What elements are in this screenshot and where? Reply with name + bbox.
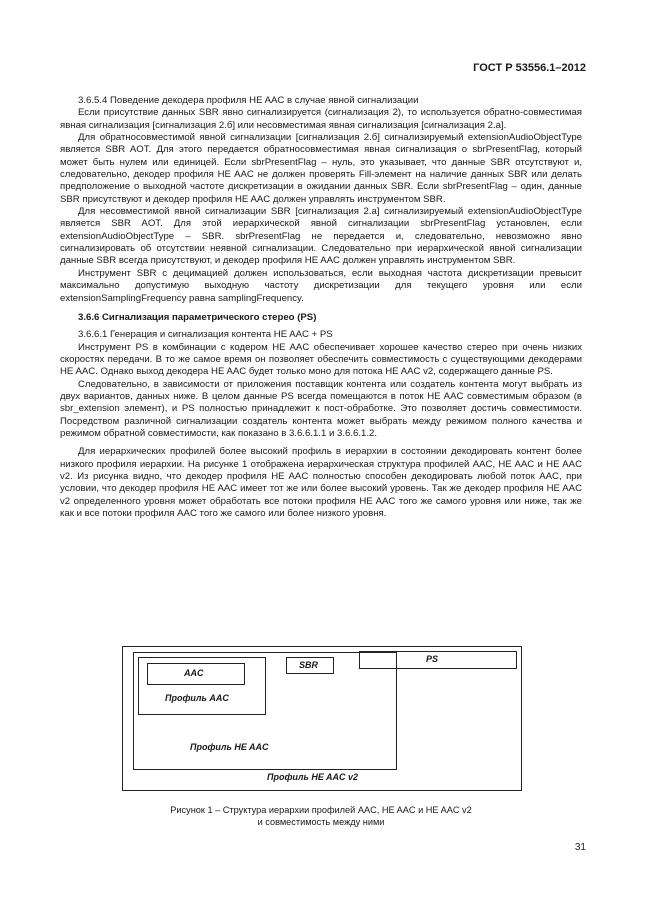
- ps-label: PS: [426, 654, 439, 664]
- he-aac-profile-box: [133, 652, 397, 770]
- caption-line-1: Рисунок 1 – Структура иерархии профилей AAC, HE AAC и HE AAC v2: [170, 805, 472, 815]
- ps-box: [359, 651, 517, 669]
- paragraph: Инструмент SBR с децимацией должен использоваться, если выходная частота дискретизации превысит максимально допустимую выходную частоту дискретизации для текущего уровня или если extensionSamplingFrequency равна samplingFrequency.: [60, 267, 582, 304]
- paragraph: Инструмент PS в комбинации с кодером HE AAC обеспечивает хорошее качество стерео при очень низких скоростях передачи. В то же самое время он позволяет обеспечить совместимость с существующими декодерами HE AAC. Однако выход декодера HE AAC будет только моно для потока HE AAC v2, содержащего данные PS.: [60, 341, 582, 378]
- sbr-box: [286, 657, 334, 674]
- profile-hierarchy-diagram: [122, 646, 522, 791]
- page-number: 31: [574, 842, 586, 853]
- body-text: [60, 95, 582, 520]
- aac-profile-box: [138, 657, 266, 715]
- paragraph: Для обратносовместимой явной сигнализации [сигнализация 2.б] сигнализируемый extensionAudioObjectType является SBR AOT. Для этого передается обратносовместимая явная сигнализация о sbrPresentFlag, который может быть нулем или единицей. Если sbrPresentFlag – нуль, это указывает, что данные SBR отсутствуют и, следовательно, декодер профиля HE AAC не должен проверять Fill-элемент на наличие данных SBR или делать предположение о выходной частоте дискретизации в ожидании данных SBR. Если sbrPresentFlag – один, данные SBR присутствуют и декодер профиля HE AAC должен управлять инструментом SBR.: [60, 132, 582, 205]
- paragraph: Если присутствие данных SBR явно сигнализируется (сигнализация 2), то используется обратно-совместимая явная сигнализация [сигнализация 2.б] или несовместимая явная сигнализация [сигнализация 2.а].: [60, 107, 582, 131]
- caption-line-2: и совместимость между ними: [257, 817, 385, 827]
- he-aac-v2-profile-label: Профиль HE AAC v2: [267, 772, 359, 782]
- standard-number: ГОСТ Р 53556.1–2012: [473, 62, 586, 74]
- paragraph-heading-3661: 3.6.6.1 Генерация и сигнализация контента HE AAC + PS: [78, 329, 333, 341]
- paragraph: Следовательно, в зависимости от приложения поставщик контента или создатель контента могут выбрать из двух вариантов, данных ниже. В целом данные PS всегда помещаются в поток HE AAC совместимым образом (в sbr_extension элемент), и PS полностью принадлежит к пост-обработке. Это позволяет достичь совместимости. Посредством различной сигнализации создатель контента может выбрать между режимом полного качества и режимом обратной совместимости, как показано в 3.6.6.1.1 и 3.6.6.1.2.: [60, 378, 582, 439]
- sbr-label: SBR: [299, 660, 319, 670]
- section-heading-366: 3.6.6 Сигнализация параметрического стерео (PS): [78, 311, 317, 323]
- paragraph: Для несовместимой явной сигнализации SBR [сигнализация 2.а] сигнализируемый extensionAudioObjectType является SBR AOT. Для этой иерархической явной сигнализации sbrPresentFlag установлен, если extensionAudioObjectType – SBR. sbrPresentFlag не передается и, следовательно, невозможно явно сигнализировать об отсутствии неявной сигнализации. Следовательно при иерархической явной сигнализации данные SBR всегда присутствуют, и декодер профиля HE AAC должен управлять инструментом SBR.: [60, 206, 582, 267]
- figure-caption: [60, 804, 582, 828]
- aac-box: [147, 663, 245, 685]
- aac-profile-label: Профиль AAC: [165, 693, 229, 703]
- aac-label: AAC: [184, 668, 204, 678]
- paragraph: Для иерархических профилей более высокий профиль в иерархии в состоянии декодировать контент более низкого профиля иерархии. На рисунке 1 отображена иерархическая структура профилей AAC, HE AAC и HE AAC v2. Из рисунка видно, что декодер профиля HE AAC полностью способен декодировать любой поток AAC, при условии, что декодер профиля HE AAC имеет тот же или более высокий уровень. Так же декодер профиля HE AAC v2 определенного уровня может обработать все потоки профиля HE AAC того же самого уровня или ниже, так же как и все потоки профиля AAC того же самого или более низкого уровня.: [60, 446, 582, 519]
- paragraph-heading-3654: 3.6.5.4 Поведение декодера профиля HE AAC в случае явной сигнализации: [78, 95, 419, 106]
- he-aac-profile-label: Профиль HE AAC: [190, 742, 269, 752]
